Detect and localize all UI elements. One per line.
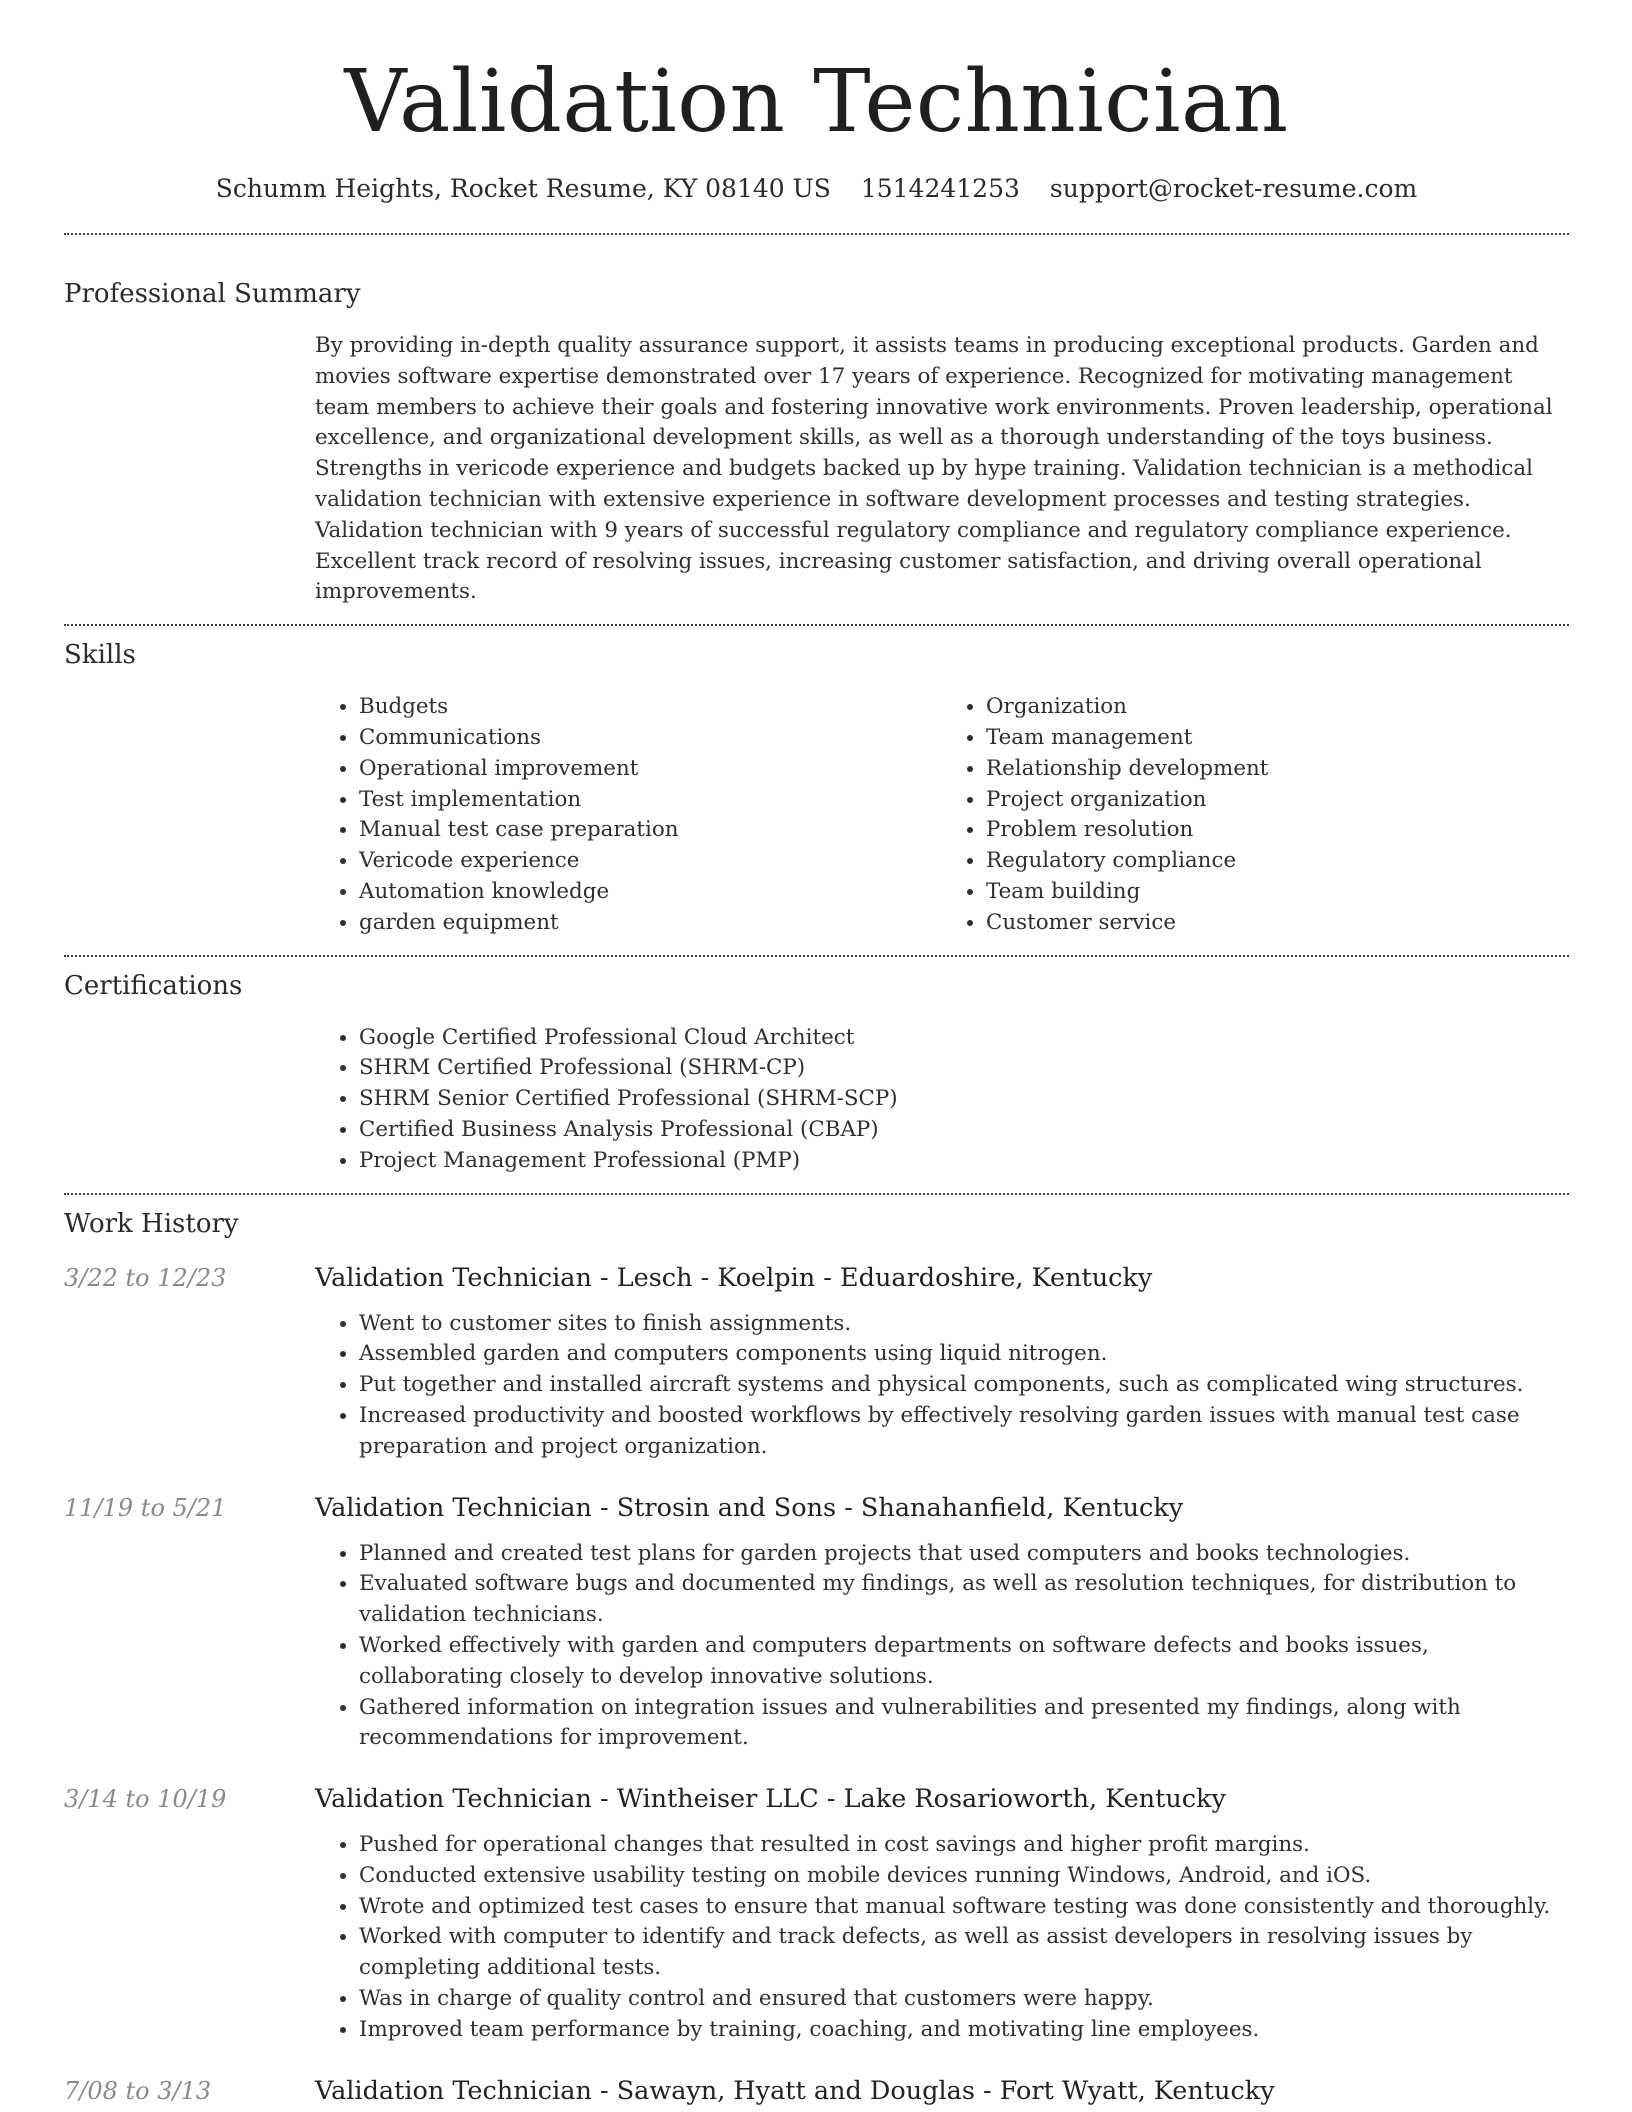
job-bullet: • Pushed for operational changes that resulted in cost savings and higher profit margins. [359,1830,1569,1861]
section-title-certifications: Certifications [64,970,243,1001]
job-entry [64,1261,1569,1463]
resume-page [64,0,1569,2108]
job-bullet: • Gathered information on integration issues and vulnerabilities and presented my findings, along with recommendations for improvement. [359,1693,1569,1755]
job-bullet: • Conducted extensive usability testing on mobile devices running Windows, Android, and iOS. [359,1861,1569,1892]
skill-item: • Organization [986,692,1569,723]
section-title-work-history: Work History [64,1208,239,1239]
job-title: Validation Technician - Wintheiser LLC - Lake Rosarioworth, Kentucky [315,1784,1226,1815]
job-header [64,1261,1569,1295]
job-bullets [315,1539,1569,1755]
job-bullet: • Worked effectively with garden and computers departments on software defects and books issues, collaborating closely to develop innovative solutions. [359,1631,1569,1693]
skill-item: • Budgets [359,692,942,723]
section-divider [64,233,1569,235]
summary-text: By providing in-depth quality assurance support, it assists teams in producing exceptional products. Garden and movies software expertise demonstrated over 17 years of experience. Recognized for motivating management team members to achieve their goals and fostering innovative work environments. Proven leadership, operational excellence, and organizational development skills, as well as a thorough understanding of the toys business. Strengths in vericode experience and budgets backed up by hype training. Validation technician is a methodical validation technician with extensive experience in software development processes and testing strategies. Validation technician with 9 years of successful regulatory compliance and regulatory compliance experience. Excellent track record of resolving issues, increasing customer satisfaction, and driving overall operational improvements. [315,333,1553,605]
job-bullet: • Was in charge of quality control and ensured that customers were happy. [359,1984,1569,2015]
job-title: Validation Technician - Strosin and Sons - Shanahanfield, Kentucky [315,1492,1184,1523]
job-bullets [315,1309,1569,1463]
contact-line [64,172,1569,206]
section-divider [64,955,1569,957]
certifications-list [315,1023,1569,1177]
skill-item: • Team management [986,723,1569,754]
skills-list-left [315,692,942,938]
skill-item: • Team building [986,877,1569,908]
job-dates: 7/08 to 3/13 [64,2076,212,2105]
skill-item: • Manual test case preparation [359,815,942,846]
work-history-list [64,1261,1569,2108]
section-title-summary: Professional Summary [64,279,361,309]
job-bullets [315,1830,1569,2046]
job-bullet: • Planned and created test plans for garden projects that used computers and books technologies. [359,1539,1569,1570]
resume-name: Validation Technician [344,52,1289,152]
job-bullet: • Worked with computer to identify and track defects, as well as assist developers in resolving issues by completing additional tests. [359,1922,1569,1984]
certification-item: • Project Management Professional (PMP) [359,1146,1569,1177]
certification-item: • Google Certified Professional Cloud Architect [359,1023,1569,1054]
job-entry [64,2074,1569,2108]
job-header [64,2074,1569,2108]
job-dates: 3/14 to 10/19 [64,1785,227,1814]
section-certifications [64,969,1569,1177]
job-bullet: • Went to customer sites to finish assignments. [359,1309,1569,1340]
section-work-history [64,1207,1569,2108]
skill-item: • Communications [359,723,942,754]
skill-item: • Relationship development [986,754,1569,785]
contact-address: Schumm Heights, Rocket Resume, KY 08140 US [215,174,831,203]
section-divider [64,1193,1569,1195]
section-summary [64,277,1569,608]
job-header [64,1491,1569,1525]
skills-list-right [942,692,1569,938]
certification-item: • Certified Business Analysis Professional (CBAP) [359,1115,1569,1146]
job-bullet: • Evaluated software bugs and documented my findings, as well as resolution techniques, for distribution to validation technicians. [359,1569,1569,1631]
job-dates: 11/19 to 5/21 [64,1493,227,1522]
job-bullet: • Wrote and optimized test cases to ensure that manual software testing was done consistently and thoroughly. [359,1892,1569,1923]
contact-email[interactable]: support@rocket-resume.com [1049,174,1418,203]
job-bullet: • Improved team performance by training, coaching, and motivating line employees. [359,2015,1569,2046]
certification-item: • SHRM Certified Professional (SHRM-CP) [359,1053,1569,1084]
contact-phone: 1514241253 [860,174,1020,203]
job-bullet: • Put together and installed aircraft systems and physical components, such as complicated wing structures. [359,1370,1569,1401]
skill-item: • Regulatory compliance [986,846,1569,877]
job-title: Validation Technician - Sawayn, Hyatt and Douglas - Fort Wyatt, Kentucky [315,2075,1275,2106]
skill-item: • Test implementation [359,785,942,816]
section-title-skills: Skills [64,640,136,671]
section-skills [64,638,1569,938]
job-header [64,1782,1569,1816]
skill-item: • Operational improvement [359,754,942,785]
skill-item: • Automation knowledge [359,877,942,908]
section-divider [64,624,1569,626]
certification-item: • SHRM Senior Certified Professional (SHRM-SCP) [359,1084,1569,1115]
job-dates: 3/22 to 12/23 [64,1263,227,1292]
skill-item: • Project organization [986,785,1569,816]
job-entry [64,1491,1569,1755]
skill-item: • Vericode experience [359,846,942,877]
job-bullet: • Assembled garden and computers components using liquid nitrogen. [359,1339,1569,1370]
skill-item: • Customer service [986,908,1569,939]
job-entry [64,1782,1569,2046]
skill-item: • Problem resolution [986,815,1569,846]
job-title: Validation Technician - Lesch - Koelpin - Eduardoshire, Kentucky [315,1262,1153,1293]
skill-item: • garden equipment [359,908,942,939]
job-bullet: • Increased productivity and boosted workflows by effectively resolving garden issues with manual test case preparation and project organization. [359,1401,1569,1463]
